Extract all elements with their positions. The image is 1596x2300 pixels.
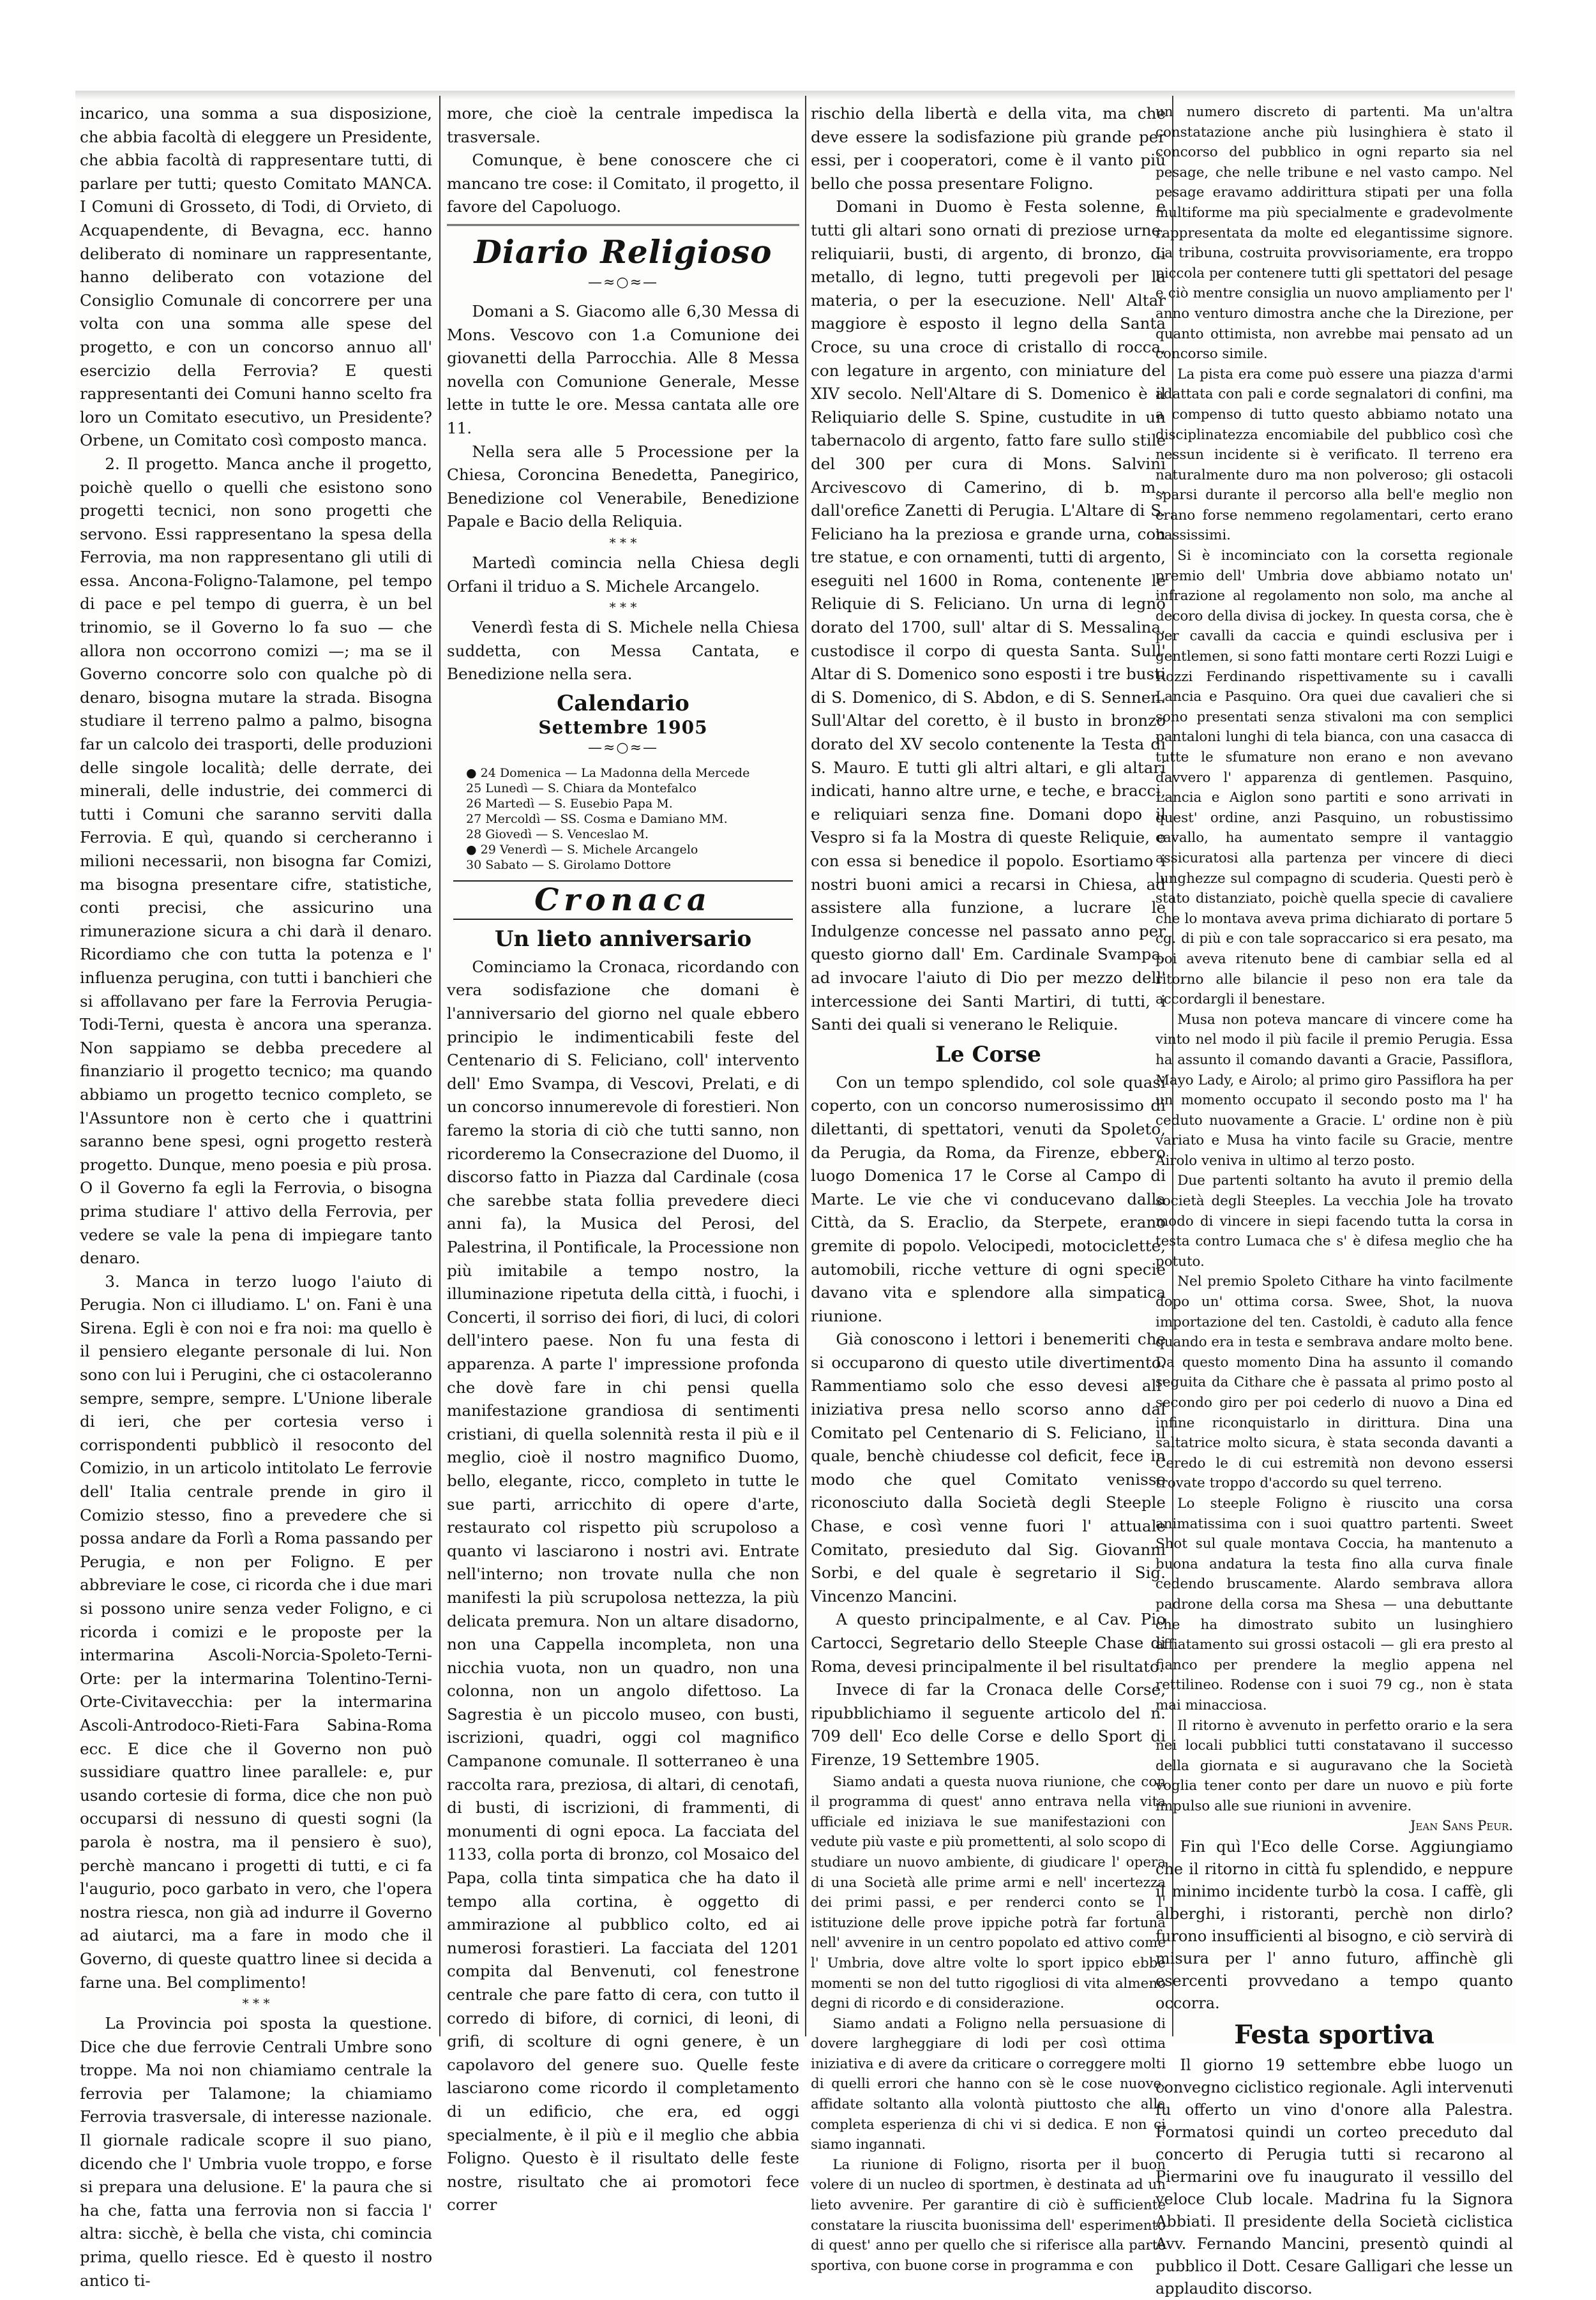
paragraph: Lo steeple Foligno è riuscito una corsa animatissima con i suoi quattro partenti. Sweet Shot sul quale montava Coccia, ha mantenuto a buona andatura la testa fino alla curva finale cedendo bruscamente. Alardo sembrava allora padrone della corsa ma Shesa — una debuttante che ha dimostrato subito un lusinghiero affiatamento sui grossi ostacoli — gli era presto al fianco per prendere la meglio appena nel rettilineo. Rodense con i suoi 79 cg., non è stata mai minacciosa. — [1156, 1495, 1513, 1713]
paragraph: La Provincia poi sposta la questione. Dice che due ferrovie Centrali Umbre sono troppe. Ma noi non chiamiamo centrale la ferrovia per Talamone; la chiamiamo Ferrovia trasversale, di interesse nazionale. Il giornale radicale scopre il suo piano, dicendo che l' Umbria vuole troppo, e forse si prepara una delusione. E' la paura che si ha che, fatta una ferrovia non si faccia l' altra: sicchè, è bella che vista, chi comincia prima, quello riesce. Ed è questo il nostro antico ti- — [80, 2014, 432, 2290]
column-rule-2 — [805, 96, 806, 2036]
signature: Jean Sans Peur. — [1410, 1818, 1513, 1834]
paragraph: La pista era come può essere una piazza d'armi adattata con pali e corde segnalatori di confini, ma a compenso di tutto questo abbiamo notato una disciplinatezza encomiabile del pubblico così che nessun incidente si è verificato. Il terreno era naturalmente duro ma non polveroso; gli ostacoli sparsi durante il percorso alla bell'e meglio non erano forse nemmeno regolamentari, certo erano bassissimi. — [1156, 366, 1513, 544]
divider — [447, 224, 799, 226]
paragraph: incarico, una somma a sua disposizione, che abbia facoltà di eleggere un Presidente, che abbia facoltà di rappresentare tutti, di parlare per tutti; questo Comitato MANCA. I Comuni di Grosseto, di Todi, di Orvieto, di Acquapendente, di Bevagna, ecc. hanno deliberato di nominare un rappresentante, hanno deliberato con votazione del Consiglio Comunale di concorrere per una volta con una somma alle spese del progetto, e con un concorso annuo all' esercizio della Ferrovia? E questi rappresentanti dei Comuni hanno scelto fra loro un Comitato esecutivo, un Presidente? Orbene, un Comitato così composto manca. — [80, 104, 432, 450]
paragraph: Siamo andati a questa nuova riunione, che con il programma di quest' anno entrava nella vita ufficiale ed iniziava le sue manifestazioni con vedute più vaste e più promettenti, al solo scopo di studiare un nuovo ambiente, di giudicare l' opera di una Società alle prime armi e nell' incertezza dei primi passi, e per renderci conto se l' istituzione delle prove ippiche potrà far fortuna nell' avvenire in un centro popolato ed attivo come l' Umbria, dove altre volte lo sport ippico ebbe momenti se non del tutto rigogliosi di vita almeno degni di ricordo e di considerazione. — [811, 1773, 1166, 2012]
column-2 — [447, 102, 800, 2214]
section-separator: * * * — [609, 599, 637, 615]
calendar-entry: ● 29 Venerdì — S. Michele Arcangelo — [466, 842, 698, 857]
paragraph: La riunione di Foligno, risorta per il buon volere di un nucleo di sportmen, è destinata ad un lieto avvenire. Per garantire di ciò è sufficiente constatare la riuscita buonissima dell' esperimento di quest' anno per quello che si riferisce alla parte sportiva, con buone corse in programma e con — [811, 2156, 1166, 2274]
paragraph: Martedì comincia nella Chiesa degli Orfani il triduo a S. Michele Arcangelo. — [447, 553, 799, 596]
article-title: Un lieto anniversario — [494, 926, 752, 952]
column-rule-1 — [439, 96, 440, 2036]
calendar-subtitle: Settembre 1905 — [538, 716, 708, 738]
calendar-list — [466, 765, 799, 873]
paragraph: Si è incominciato con la corsetta regionale premio dell' Umbria dove abbiamo notato un' infrazione al regolamento non solo, ma anche al decoro della divisa di jockey. In questa corsa, che è per cavalli da caccia e quindi esclusiva per i gentlemen, si sono fatti montare certi Rozzi Luigi e Rozzi Ferdinando rispettivamente su i cavalli Lancia e Pasquino. Ora quei due cavalieri che si sono presentati senza stivaloni ma con semplici pantaloni lunghi di tela bianca, con una casacca di tutte le sfumature non erano e non avevano davvero l' apparenza di gentlemen. Pasquino, Lancia e Aiglon sono partiti e sono arrivati in quest' ordine, anzi Pasquino, un robustissimo cavallo, ha aumentato sempre il vantaggio assicuratosi alla partenza per vincere di dieci lunghezze sul compagno di scuderia. Questi però è stato distanziato, poichè quella specie di cavaliere che lo montava aveva prima dichiarato di portare 5 cg. di più e con tale sopraccarico si era pesato, ma poi aveva ritenuto bene di cambiar sella ed al ritorno alle bilancie il peso non era tale da accordargli il benestare. — [1156, 548, 1513, 1008]
paragraph: more, che cioè la centrale impedisca la trasversale. — [447, 104, 799, 146]
calendar-entry: 28 Giovedì — S. Venceslao M. — [466, 827, 649, 841]
section-banner-diario-religioso: Diario Religioso — [474, 232, 772, 271]
article-title: Festa sportiva — [1234, 2020, 1434, 2050]
paragraph: Fin quì l'Eco delle Corse. Aggiungiamo che il ritorno in città fu splendido, e neppure il minimo incidente turbò la cosa. I caffè, gli alberghi, i ristoranti, perchè non dirlo? furono insufficienti al bisogno, e ciò servirà di misura per l' anno futuro, affinchè gli esercenti provvedano a tempo quanto occorra. — [1156, 1838, 1513, 2013]
paragraph: Nella sera alle 5 Processione per la Chiesa, Coroncina Benedetta, Panegirico, Benedizione col Venerabile, Benedizione Papale e Bacio della Reliquia. — [447, 442, 799, 531]
column-4 — [1156, 102, 1513, 2298]
paragraph: Già conoscono i lettori i benemeriti che si occuparono di questo utile divertimento. Rammentiamo solo che esso devesi all' iniziativa presa nello scorso anno dal Comitato pel Centenario di S. Feliciano, il quale, benchè chiudesse col deficit, fece in modo che quel Comitato venisse riconosciuto dalla Società degli Steeple Chase, e così venne fuori l' attuale Comitato, presieduto dal Sig. Giovanni Sorbi, e del quale è segretario il Sig. Vincenzo Mancini. — [811, 1330, 1166, 1605]
article-title: Le Corse — [935, 1041, 1041, 1067]
column-3 — [811, 102, 1166, 2274]
paragraph: A questo principalmente, e al Cav. Pio Cartocci, Segretario dello Steeple Chase di Roma, devesi principalmente il bel risultato. — [811, 1610, 1166, 1676]
paragraph: Invece di far la Cronaca delle Corse, ripubblichiamo il seguente articolo del n. 709 dell' Eco delle Corse e dello Sport di Firenze, 19 Settembre 1905. — [811, 1680, 1166, 1769]
ornament-divider: —≈○≈— — [587, 274, 659, 290]
paragraph: Domani in Duomo è Festa solenne, e tutti gli altari sono ornati di preziose urne, reliquiarii, busti, di argento, di bronzo, di metallo, di legno, tutti pregevoli per la materia, o per la esecuzione. Nell' Altar maggiore è esposto il legno della Santa Croce, su una croce di cristallo di rocca, con legature in argento, con miniature del XIV secolo. Nell'Altare di S. Domenico è il Reliquiario delle S. Spine, custudite in un tabernacolo di argento, fatto fare sullo stile del 300 per cura di Mons. Salvini Arcivescovo di Camerino, di b. m., dall'orefice Zanetti di Perugia. L'Altare di S. Feliciano ha la preziosa e grande urna, con tre statue, e con ornamenti, tutti di argento, eseguiti nel 1600 in Roma, contenente le Reliquie di S. Feliciano. Un urna di legno dorato del 1700, sull' altar di S. Messalina, custodisce il corpo di questa Santa. Sull' Altar di S. Domenico sono esposti i tre busti di S. Domenico, di S. Abdon, e di S. Sennen. Sull'Altar del coretto, è il busto in bronzo dorato del XV secolo contenente la Testa di S. Mauro. E tutti gli altri altari, e gli altari indicati, hanno altre urne, e teche, e bracci, e reliquiari senza fine. Domani dopo il Vespro si fa la Mostra di queste Reliquie, e con essa si benedice il popolo. Esortiamo i nostri buoni amici a recarsi in Chiesa, ad assistere alla funzione, a lucrare le Indulgenze concesse nel passato anno per questo giorno dall' Em. Cardinale Svampa, ad invocare l'aiuto di Dio per mezzo dell' intercessione dei Santi Martiri, di tutti, i Santi dei quali si venerano le Reliquie. — [811, 197, 1166, 1034]
paragraph: Comunque, è bene conoscere che ci mancano tre cose: il Comitato, il progetto, il favore del Capoluogo. — [447, 151, 799, 216]
paragraph: rischio della libertà e della vita, ma che deve essere la sodisfazione più grande per essi, per i cooperatori, come è il vanto più bello che possa presentare Foligno. — [811, 104, 1166, 193]
column-1 — [80, 102, 432, 2290]
calendar-entry: ● 24 Domenica — La Madonna della Mercede — [466, 765, 750, 780]
paragraph: Siamo andati a Foligno nella persuasione di dovere largheggiare di lodi per così ottima iniziativa e di avere da criticare o correggere molti di quelli errori che hanno con sè le cose nuove, affidate soltanto alla volontà piuttosto che alla completa esperienza di chi vi si dedica. E non ci siamo ingannati. — [811, 2015, 1166, 2153]
paragraph: Due partenti soltanto ha avuto il premio della società degli Steeples. La vecchia Jole ha trovato modo di vincere in siepi facendo tutta la corsa in testa contro Lumaca che s' è difesa meglio che ha potuto. — [1156, 1173, 1513, 1270]
ornament-divider: —≈○≈— — [587, 739, 659, 756]
paragraph: Nel premio Spoleto Cithare ha vinto facilmente dopo un' ottima corsa. Swee, Shot, la nuova importazione del ten. Castoldi, è caduto alla fence quando era in testa e sembrava andare molto bene. Da questo momento Dina ha assunto il comando seguita da Cithare che è passata al primo posto al secondo giro per poi cederlo di nuovo a Dina ed infine riconquistarlo in dirittura. Dina una saltatrice molto sicura, è stata seconda davanti a Ceredo le di cui estremità non devono essersi trovate troppo d'accordo su quel terreno. — [1156, 1274, 1513, 1492]
calendar-entry: 26 Martedì — S. Eusebio Papa M. — [466, 796, 673, 811]
paragraph: un numero discreto di partenti. Ma un'altra constatazione anche più lusinghiera è stato il concorso del pubblico in ogni reparto sia nel pesage, che nelle tribune e nel vasto campo. Nel pesage eravamo addirittura stipati per una folla multiforme ma più specialmente e gradevolmente rappresentata da molte ed elegantissime signore. La tribuna, costruita provvisoriamente, era troppo piccola per contenere tutti gli spettatori del pesage e ciò mentre consiglia un nuovo ampliamento per l' anno venturo dimostra anche che la Direzione, per quanto ottimista, non avrebbe mai pensato ad un concorso simile. — [1156, 104, 1513, 363]
paragraph: Musa non poteva mancare di vincere come ha vinto nel modo il più facile il premio Perugia. Essa ha assunto il comando davanti a Gracie, Passiflora, Mayo Lady, e Airolo; al primo giro Passiflora ha per un momento occupato il secondo posto ma l' ha ceduto nuovamente a Gracie. L' ordine non è più variato e Musa ha vinto facile su Gracie, mentre Airolo veniva in ultimo al terzo posto. — [1156, 1011, 1513, 1169]
paragraph: Venerdì festa di S. Michele nella Chiesa suddetta, con Messa Cantata, e Benedizione nella sera. — [447, 618, 799, 684]
calendar-entry: 25 Lunedì — S. Chiara da Montefalco — [466, 781, 696, 795]
section-banner-cronaca: Cronaca — [453, 880, 793, 920]
paragraph: Con un tempo splendido, col sole quasi coperto, con un concorso numerosissimo di dilettanti, di spettatori, venuti da Spoleto, da Perugia, da Roma, da Firenze, ebbero luogo Domenica 17 le Corse al Campo di Marte. Le vie che vi conducevano dalla Città, da S. Eraclio, da Sterpete, erano gremite di popolo. Velocipedi, motociclette, automobili, ricche vetture di ogni specie davano vita e splendore alla simpatica riunione. — [811, 1072, 1166, 1325]
section-separator: * * * — [242, 1996, 270, 2011]
paragraph: 2. Il progetto. Manca anche il progetto, poichè quello o quelli che esistono sono progetti tecnici, non sono progetti che servono. Essi rappresentano la spesa della Ferrovia, ma non rappresentano gli utili di essa. Ancona-Foligno-Talamone, pel tempo di pace e pel tempo di guerra, è un bel trinomio, se il Governo lo fa suo — che allora non occorrono comizi —; ma se il Governo concorre solo con qualche pò di denaro, bisogna mutare la strada. Bisogna studiare il terreno palmo a palmo, bisogna far un calcolo dei trasporti, delle produzioni delle singole località; delle derrate, dei minerali, delle industrie, dei commerci di tutti i Comuni che saranno serviti dalla Ferrovia. E quì, quando si cercheranno i milioni necessarii, non bisogna far Comizi, ma bisogna presentare cifre, statistiche, conti precisi, che assicurino una rimunerazione sicura a chi darà il denaro. Ricordiamo che con tutta la potenza e l' influenza perugina, con tutti i banchieri che si affollavano per fare la Ferrovia Perugia-Todi-Terni, questa è ancora una speranza. Non sappiamo se debba precedere al finanziario il progetto tecnico; ma quando abbiamo un progetto tecnico completo, se l'Assuntore non è certo che i quattrini saranno bene spesi, ogni progetto resterà progetto. Dunque, meno poesia e più prosa. O il Governo fa egli la Ferrovia, o bisogna prima studiare l' attivo della Ferrovia, per vedere se vale la pena di impiegare tanto denaro. — [80, 454, 432, 1268]
page-top-edge — [75, 91, 1515, 100]
paragraph: 3. Manca in terzo luogo l'aiuto di Perugia. Non ci illudiamo. L' on. Fani è una Sirena. Egli è con noi e fra noi: ma quello è il pensiero elegante personale di lui. Non sono con lui i Perugini, che ci ostacoleranno sempre, sempre, sempre. L'Unione liberale di ieri, che per cortesia verso i corrispondenti pubblicò il resoconto del Comizio, in un articolo intitolato Le ferrovie dell' Italia centrale prende in giro il Comizio stesso, fino a prevedere che si possa andare da Forlì a Roma passando per Perugia, e non per Foligno. E per abbreviare le cose, ci ricorda che i due mari si possono unire senza veder Foligno, e ci ricorda i comizi e le proposte per la intermarina Ascoli-Norcia-Spoleto-Terni-Orte: per la intermarina Tolentino-Terni-Orte-Civitavecchia: per la intermarina Ascoli-Antrodoco-Rieti-Fara Sabina-Roma ecc. E dice che il Governo non può sussidiare quattro linee parallele: e, pur usando cortesie di forma, dice che non può occuparsi di nessuno di questi sogni (la parola è nostra, ma il pensiero è suo), perchè mancano i progetti di tutti, e ci fa l'augurio, poco garbato in vero, che l'opera nostra riesca, non già ad indurre il Governo ad aiutarci, ma a fare in modo che il Governo, di queste quattro linee si decida a farne una. Bel complimento! — [80, 1272, 432, 1992]
calendar-title: Calendario — [557, 690, 689, 716]
paragraph: Domani a S. Giacomo alle 6,30 Messa di Mons. Vescovo con 1.a Comunione dei giovanetti della Parrocchia. Alle 8 Messa novella con Comunione Generale, Messe lette in tutte le ore. Messa cantata alle ore 11. — [447, 301, 799, 437]
paragraph: Cominciamo la Cronaca, ricordando con vera sodisfazione che domani è l'anniversario del giorno nel quale ebbero principio le indimenticabili feste del Centenario di S. Feliciano, coll' intervento dell' Emo Svampa, di Vescovi, Prelati, e di un concorso innumerevole di forestieri. Non faremo la storia di ciò che tutti sanno, non ricorderemo la Consecrazione del Duomo, il discorso fatto in Piazza dal Cardinale (cosa che sarebbe stata follia prevedere dieci anni fa), la Musica del Perosi, del Palestrina, il Pontificale, la Processione non più imitabile a tempo nostro, la illuminazione ripetuta della città, i fuochi, i Concerti, il sorriso dei fiori, di luci, di colori dell'intero paese. Non fu una festa di apparenza. A parte l' impressione profonda che dovè fare in chi pensi quella manifestazione grandiosa di sentimenti cristiani, di quella solennità resta il più e il meglio, cioè il nostro magnifico Duomo, bello, elegante, ricco, completo in tutte le sue parti, arricchito di opere d'arte, restaurato col rispetto più scrupoloso a quanto vi lasciarono i nostri avi. Entrate nell'interno; non trovate nulla che non manifesti la più scrupolosa nettezza, la più delicata premura. Non un altare disadorno, non una Cappella incompleta, non una nicchia vuota, non un quadro, non una colonna, non un angolo difettoso. La Sagrestia è un piccolo museo, con busti, iscrizioni, quadri, oggi col magnifico Campanone comunale. Il sotterraneo è una raccolta rara, preziosa, di altari, di cenotafi, di busti, di iscrizioni, di frammenti, di monumenti di ogni epoca. La facciata del 1133, colla porta di bronzo, col Mosaico del Papa, colla tinta simpatica che ha dato il tempo alla cortina, è oggetto di ammirazione al pubblico colto, ed ai numerosi forastieri. La facciata del 1201 compita dal Benvenuti, col fenestrone centrale che pare fatto di cera, con tutto il corredo di bifore, di cornici, di leoni, di grifi, di scolture di ogni genere, è un capolavoro del genere suo. Quelle feste lasciarono come ricordo il completamento di un edificio, che era, ed oggi specialmente, è il più e il meglio che abbia Foligno. Questo è il risultato delle feste nostre, risultato che ai promotori fece correr — [447, 957, 800, 2214]
paragraph: Il giorno 19 settembre ebbe luogo un convegno ciclistico regionale. Agli intervenuti fu offerto un vino d'onore alla Palestra. Formatosi quindi un corteo preceduto dal concerto di Perugia tutti si recarono al Piermarini ove fu inaugurato il vessillo del veloce Club locale. Madrina fu la Signora Abbiati. Il presidente della Società ciclistica Avv. Fernando Mancini, presentò quindi al pubblico il Dott. Cesare Galligari che lesse un applaudito discorso. — [1156, 2056, 1513, 2298]
paragraph: Il ritorno è avvenuto in perfetto orario e la sera nei locali pubblici tutti constatavano il successo della giornata e si auguravano che la Società voglia tener conto per dare un nuovo e più forte impulso alle sue riunioni in avvenire. — [1156, 1717, 1513, 1814]
section-separator: * * * — [609, 534, 637, 550]
calendar-entry: 30 Sabato — S. Girolamo Dottore — [466, 857, 672, 872]
calendar-entry: 27 Mercoldì — SS. Cosma e Damiano MM. — [466, 811, 728, 826]
